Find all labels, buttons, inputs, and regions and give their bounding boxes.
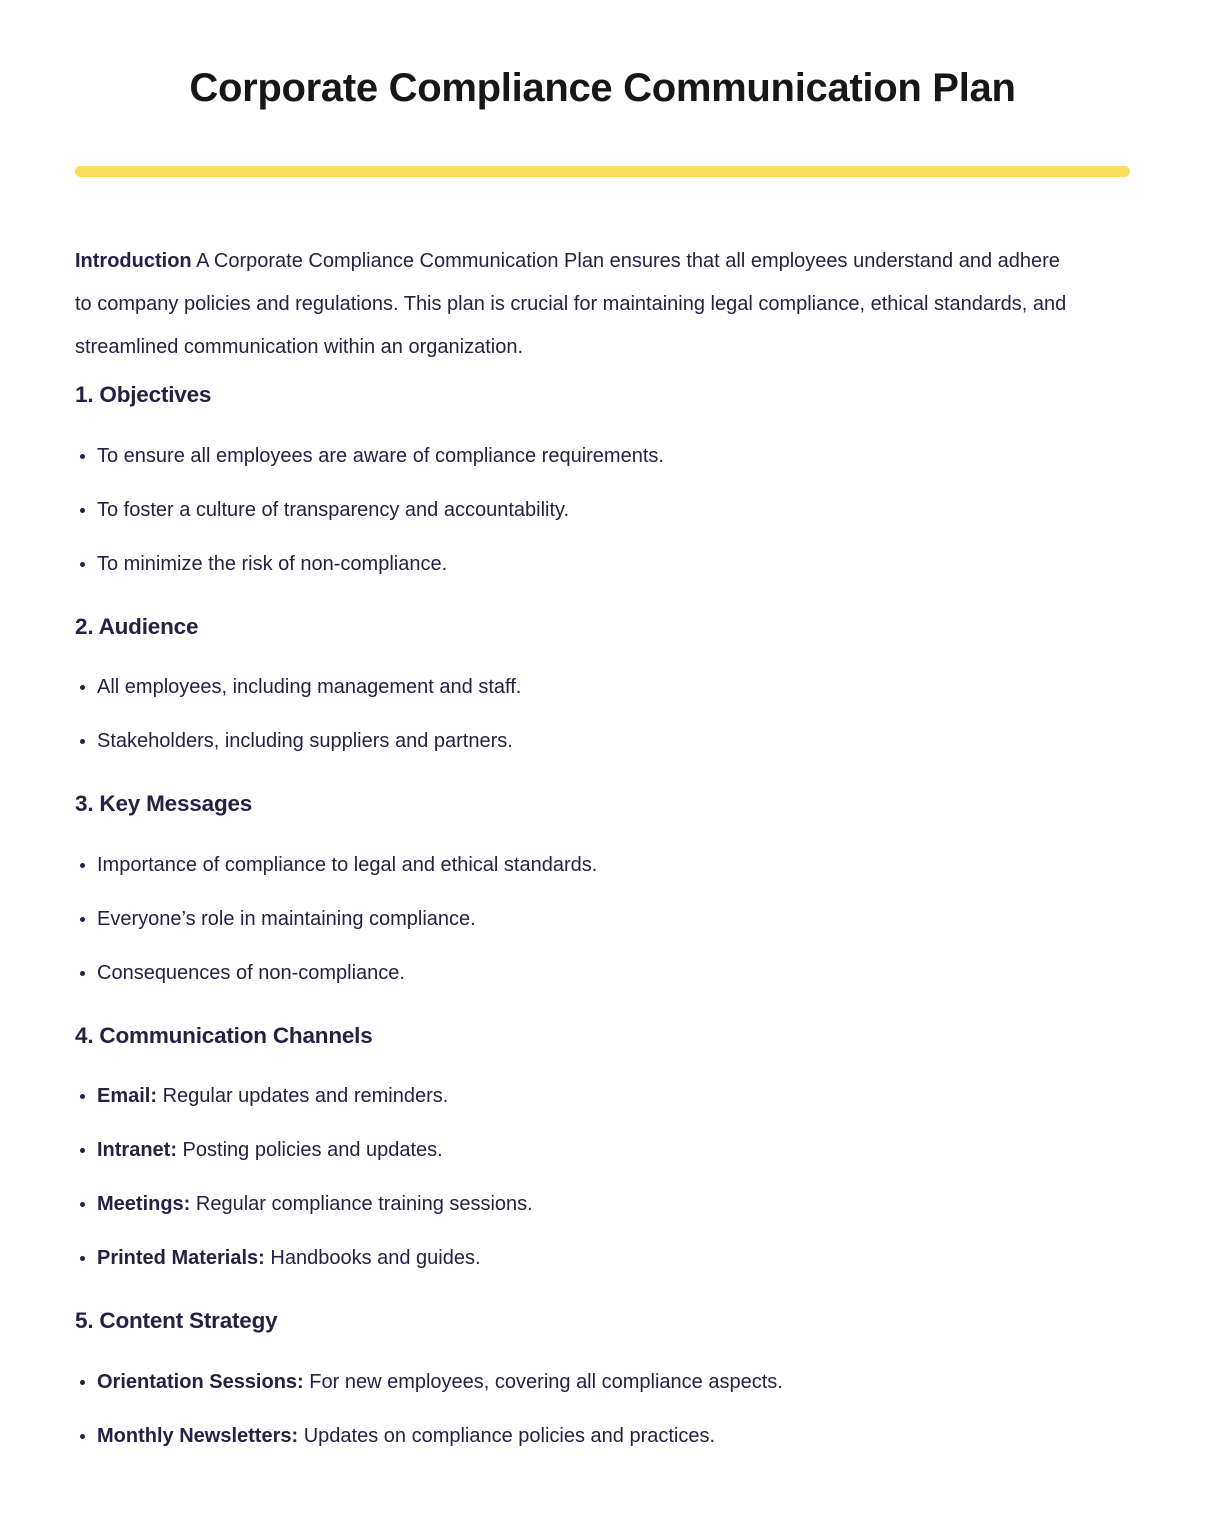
section-list [75, 674, 1130, 754]
list-item-label: Printed Materials: [97, 1247, 265, 1269]
list-item-text: For new employees, covering all compliance aspects. [303, 1370, 783, 1393]
section-list [75, 852, 1130, 986]
section-heading: 1. Objectives [75, 382, 212, 407]
list-item-text: To ensure all employees are aware of compliance requirements. [97, 444, 664, 467]
section [75, 611, 1130, 755]
intro-text: A Corporate Compliance Communication Plan ensures that all employees understand and adhere to company policies and regulations. This plan is crucial for maintaining legal compliance, ethical standards, and streamlined communication within an organization. [75, 250, 1067, 358]
section-list [75, 1369, 1130, 1449]
list-item [97, 1083, 1130, 1109]
list-item-label: Orientation Sessions: [97, 1370, 304, 1393]
list-item [97, 1137, 1130, 1163]
list-item-text: Regular compliance training sessions. [190, 1193, 533, 1215]
list-item-text: Importance of compliance to legal and ethical standards. [97, 853, 598, 876]
list-item [97, 960, 1130, 986]
list-item [97, 1423, 1130, 1449]
section [75, 1305, 1130, 1449]
accent-divider [75, 166, 1130, 177]
list-item-text: Stakeholders, including suppliers and partners. [97, 730, 513, 752]
section-heading: 5. Content Strategy [75, 1308, 278, 1333]
list-item [97, 1369, 1130, 1395]
list-item-text: To foster a culture of transparency and accountability. [97, 498, 570, 521]
list-item-text: All employees, including management and staff. [97, 676, 522, 698]
list-item-text: Regular updates and reminders. [157, 1085, 449, 1107]
sections-container [75, 379, 1130, 1449]
page-title: Corporate Compliance Communication Plan [189, 66, 1016, 110]
section-heading: 4. Communication Channels [75, 1022, 373, 1048]
document-page [75, 63, 1130, 1517]
intro-label: Introduction [75, 250, 192, 272]
list-item-text: Handbooks and guides. [264, 1247, 481, 1269]
intro-paragraph [75, 240, 1070, 369]
list-item [97, 728, 1130, 754]
list-item [97, 443, 1130, 469]
list-item-text: Consequences of non-compliance. [97, 961, 405, 984]
list-item-text: Updates on compliance policies and practices. [298, 1424, 716, 1447]
list-item-text: Posting policies and updates. [177, 1139, 443, 1161]
section-list [75, 443, 1130, 577]
section-list [75, 1083, 1130, 1271]
section [75, 1020, 1130, 1272]
section-heading: 3. Key Messages [75, 791, 253, 816]
list-item [97, 852, 1130, 878]
list-item-label: Monthly Newsletters: [97, 1424, 299, 1447]
list-item-text: Everyone’s role in maintaining compliance. [97, 907, 476, 930]
list-item-label: Meetings: [97, 1193, 191, 1215]
list-item [97, 1191, 1130, 1217]
section [75, 379, 1130, 577]
list-item [97, 906, 1130, 932]
list-item [97, 1245, 1130, 1271]
section [75, 788, 1130, 986]
list-item-label: Intranet: [97, 1139, 177, 1161]
list-item [97, 674, 1130, 700]
list-item [97, 497, 1130, 523]
list-item [97, 551, 1130, 577]
list-item-label: Email: [97, 1085, 158, 1107]
section-heading: 2. Audience [75, 613, 199, 639]
list-item-text: To minimize the risk of non-compliance. [97, 552, 448, 575]
